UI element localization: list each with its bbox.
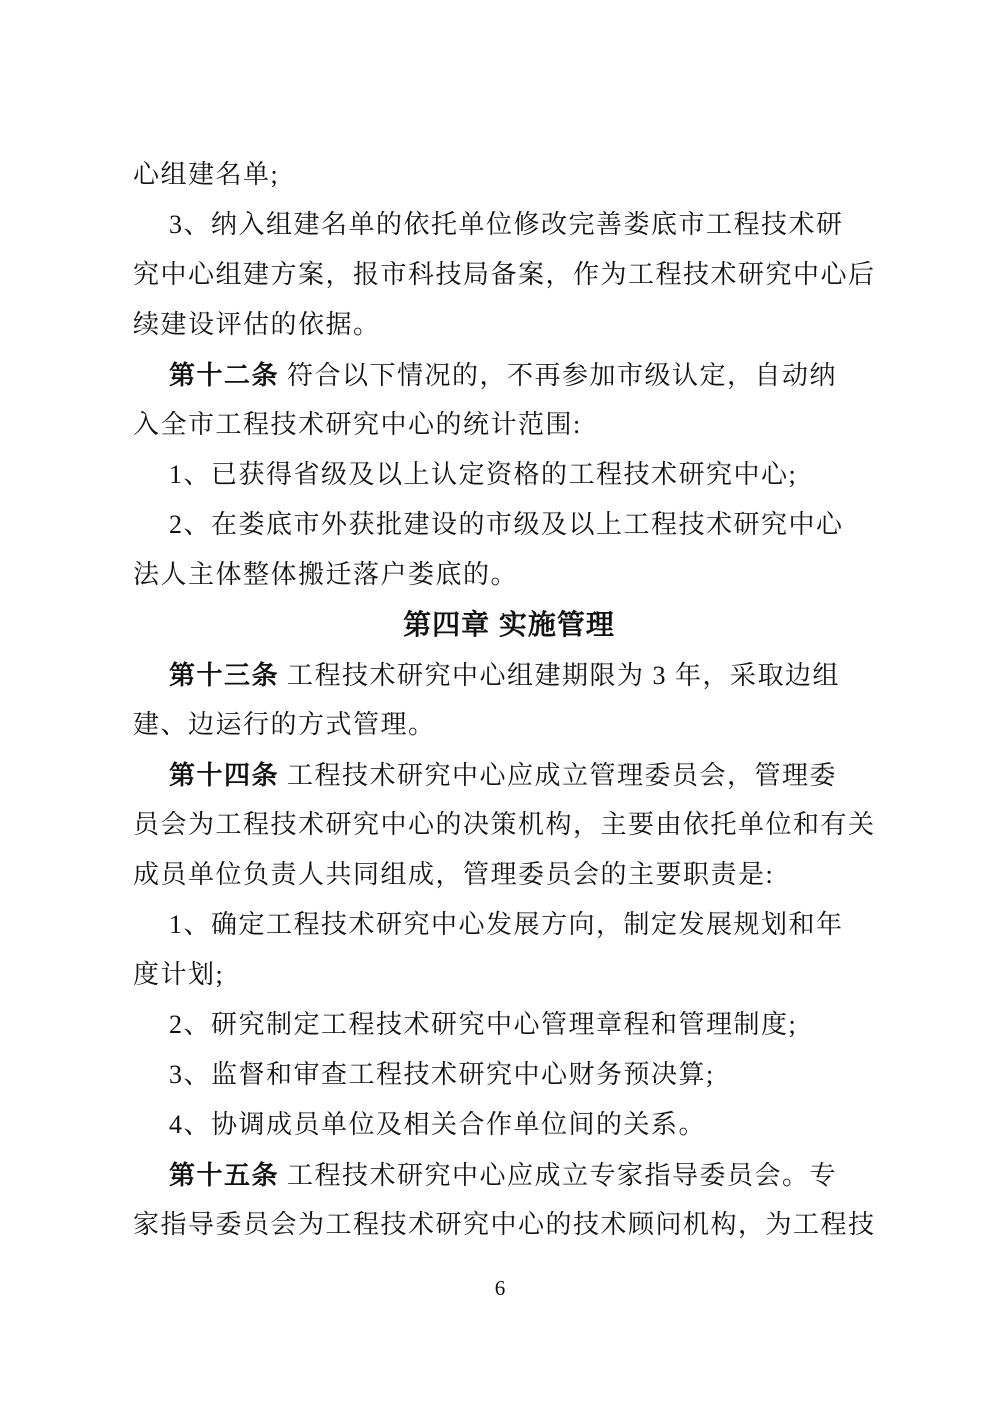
text-run: 工程技术研究中心应成立专家指导委员会。专 <box>279 1161 838 1190</box>
text-line <box>133 950 885 1000</box>
text-run: 1、已获得省级及以上认定资格的工程技术研究中心; <box>169 460 798 489</box>
text-line <box>133 650 885 700</box>
text-run: 度计划; <box>133 960 225 989</box>
text-run: 2、在娄底市外获批建设的市级及以上工程技术研究中心 <box>169 510 844 539</box>
document-body <box>133 150 885 1250</box>
text-run: 法人主体整体搬迁落户娄底的。 <box>133 560 519 589</box>
text-run: 2、研究制定工程技术研究中心管理章程和管理制度; <box>169 1010 798 1039</box>
bold-text-run: 第四章 实施管理 <box>403 609 615 640</box>
text-line <box>133 400 885 450</box>
text-line <box>133 850 885 900</box>
text-line <box>133 150 885 200</box>
text-line <box>133 900 885 950</box>
text-run: 符合以下情况的，不再参加市级认定，自动纳 <box>279 361 838 390</box>
text-run: 1、确定工程技术研究中心发展方向，制定发展规划和年 <box>169 910 844 939</box>
bold-text-run: 第十二条 <box>169 360 280 390</box>
text-line <box>133 800 885 850</box>
text-line <box>133 1150 885 1200</box>
text-run: 4、协调成员单位及相关合作单位间的关系。 <box>169 1110 707 1139</box>
page-number: 6 <box>494 1276 506 1300</box>
text-run: 员会为工程技术研究中心的决策机构，主要由依托单位和有关 <box>133 810 876 839</box>
chapter-heading <box>133 600 885 650</box>
text-line <box>133 450 885 500</box>
bold-text-run: 第十三条 <box>169 660 280 690</box>
text-line <box>133 550 885 600</box>
text-line <box>133 500 885 550</box>
text-line <box>133 250 885 300</box>
text-line <box>133 200 885 250</box>
text-run: 3、监督和审查工程技术研究中心财务预决算; <box>169 1060 715 1089</box>
bold-text-run: 第十四条 <box>169 760 280 790</box>
text-run: 心组建名单; <box>133 160 280 189</box>
text-line <box>133 1000 885 1050</box>
text-run: 3、纳入组建名单的依托单位修改完善娄底市工程技术研 <box>169 210 844 239</box>
text-run: 究中心组建方案，报市科技局备案，作为工程技术研究中心后 <box>133 260 876 289</box>
text-run: 家指导委员会为工程技术研究中心的技术顾问机构，为工程技 <box>133 1210 876 1239</box>
page-footer <box>0 1268 1000 1308</box>
text-line <box>133 1200 885 1250</box>
text-line <box>133 750 885 800</box>
text-line <box>133 300 885 350</box>
text-run: 成员单位负责人共同组成，管理委员会的主要职责是: <box>133 860 775 889</box>
text-line <box>133 700 885 750</box>
text-run: 工程技术研究中心应成立管理委员会，管理委 <box>279 761 838 790</box>
text-line <box>133 350 885 400</box>
text-line <box>133 1100 885 1150</box>
text-run: 入全市工程技术研究中心的统计范围: <box>133 410 582 439</box>
text-line <box>133 1050 885 1100</box>
text-run: 工程技术研究中心组建期限为 3 年，采取边组 <box>279 661 841 690</box>
text-run: 建、边运行的方式管理。 <box>133 710 436 739</box>
bold-text-run: 第十五条 <box>169 1160 280 1190</box>
text-run: 续建设评估的依据。 <box>133 310 381 339</box>
